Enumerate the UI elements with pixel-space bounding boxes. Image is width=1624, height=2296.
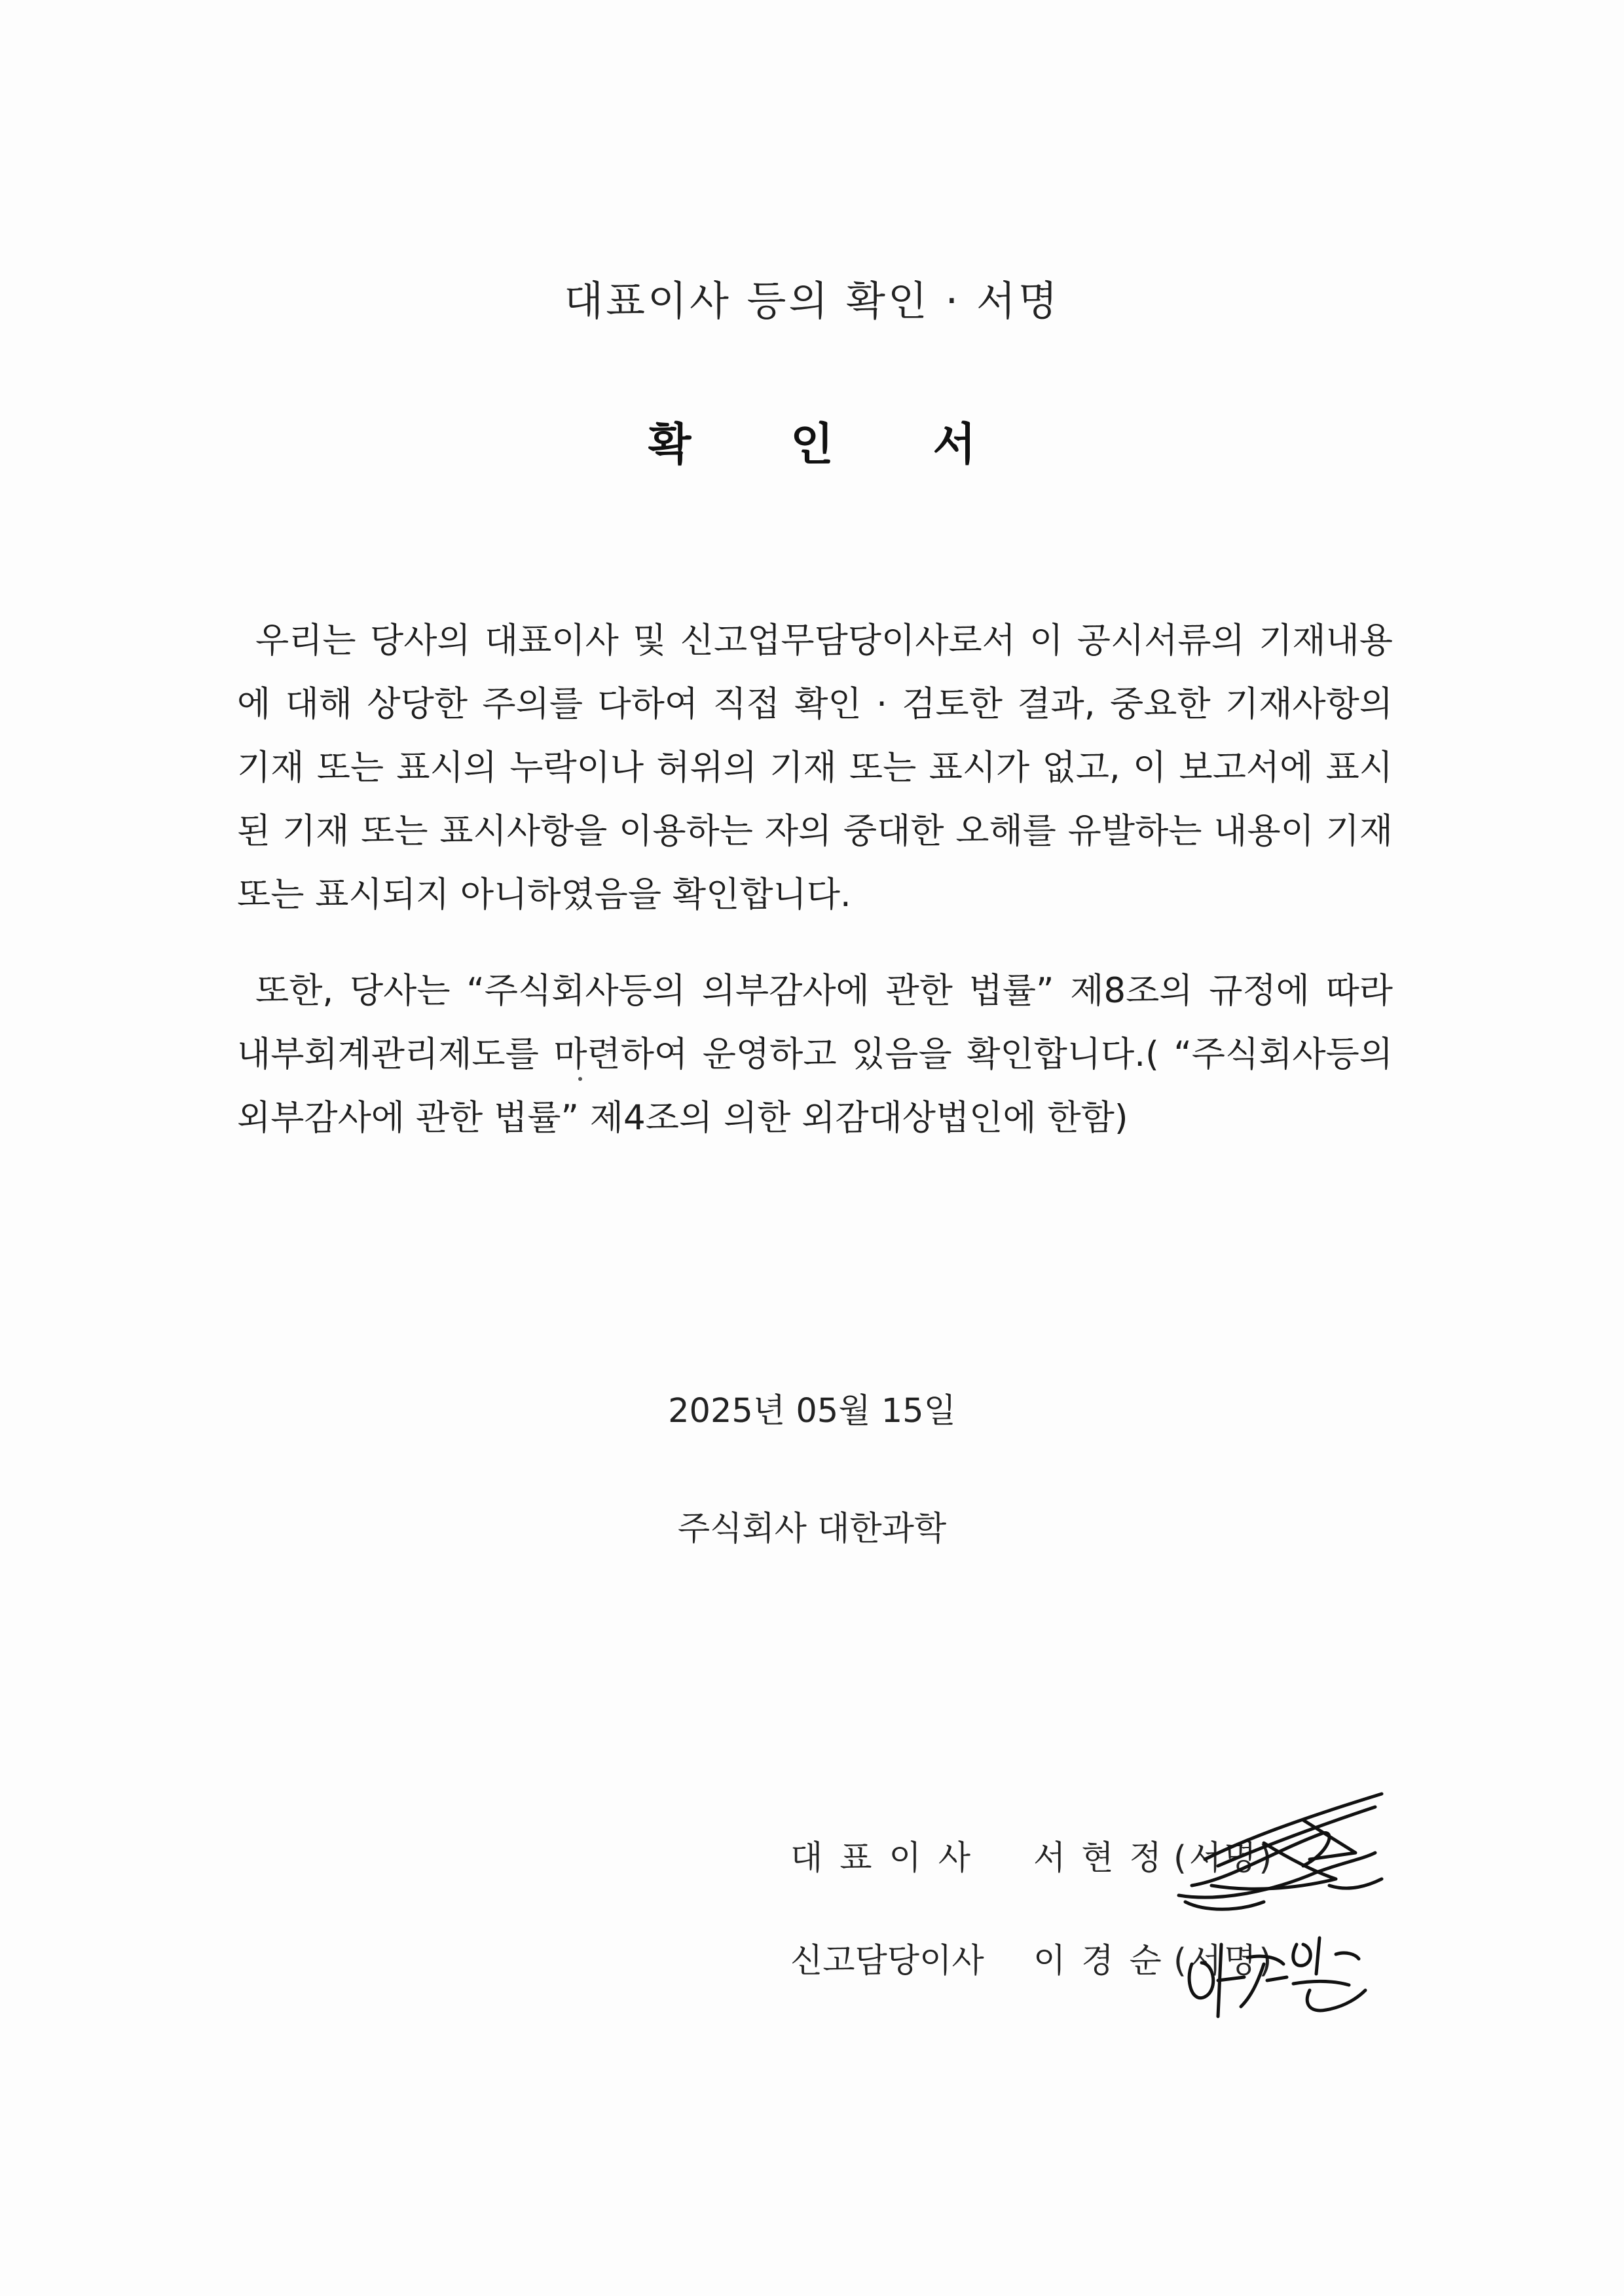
signature-mark-label: (서명) [1173, 1839, 1275, 1878]
handwritten-signature-ceo [1166, 1781, 1401, 1925]
signatory-role: 신고담당이사 [790, 1942, 984, 1980]
company-name: 주식회사 대한과학 [677, 1510, 947, 1548]
confirmation-paragraph [237, 609, 1393, 926]
signatory-name: 이경순 [1033, 1942, 1177, 1980]
handwritten-signature-officer [1179, 1918, 1375, 2030]
internal-control-paragraph-text: 또한, 당사는 “주식회사등의 의부감사에 관한 법률” 제8조의 규정에 따라 내부회계관리제도를 마련하여 운영하고 있음을 확인합니다.( “주식회사등의 외부감사에 관한 법률” 제4조의 의한 외감대상법인에 한함) [237, 971, 1393, 1138]
document-title: 확 인 서 [648, 419, 1018, 471]
signatory-name: 서현정 [1033, 1839, 1177, 1878]
internal-control-paragraph [237, 959, 1393, 1150]
document-header: 대표이사 등의 확인 · 서명 [564, 277, 1060, 325]
signature-mark-label: (서명) [1173, 1942, 1275, 1980]
signatory-role: 대표이사 [790, 1839, 988, 1878]
confirmation-paragraph-text: 우리는 당사의 대표이사 및 신고업무담당이사로서 이 공시서류의 기재내용에 대해 상당한 주의를 다하여 직접 확인 · 검토한 결과, 중요한 기재사항의 기재 또는 표시의 누락이나 허위의 기재 또는 표시가 없고, 이 보고서에 표시된 기재 또는 표시사항을 이용하는 자의 중대한 오해를 유발하는 내용이 기재 또는 표시되지 아니하였음을 확인합니다. [237, 621, 1393, 915]
scan-speck [578, 1077, 582, 1081]
document-date: 2025년 05월 15일 [668, 1392, 956, 1430]
